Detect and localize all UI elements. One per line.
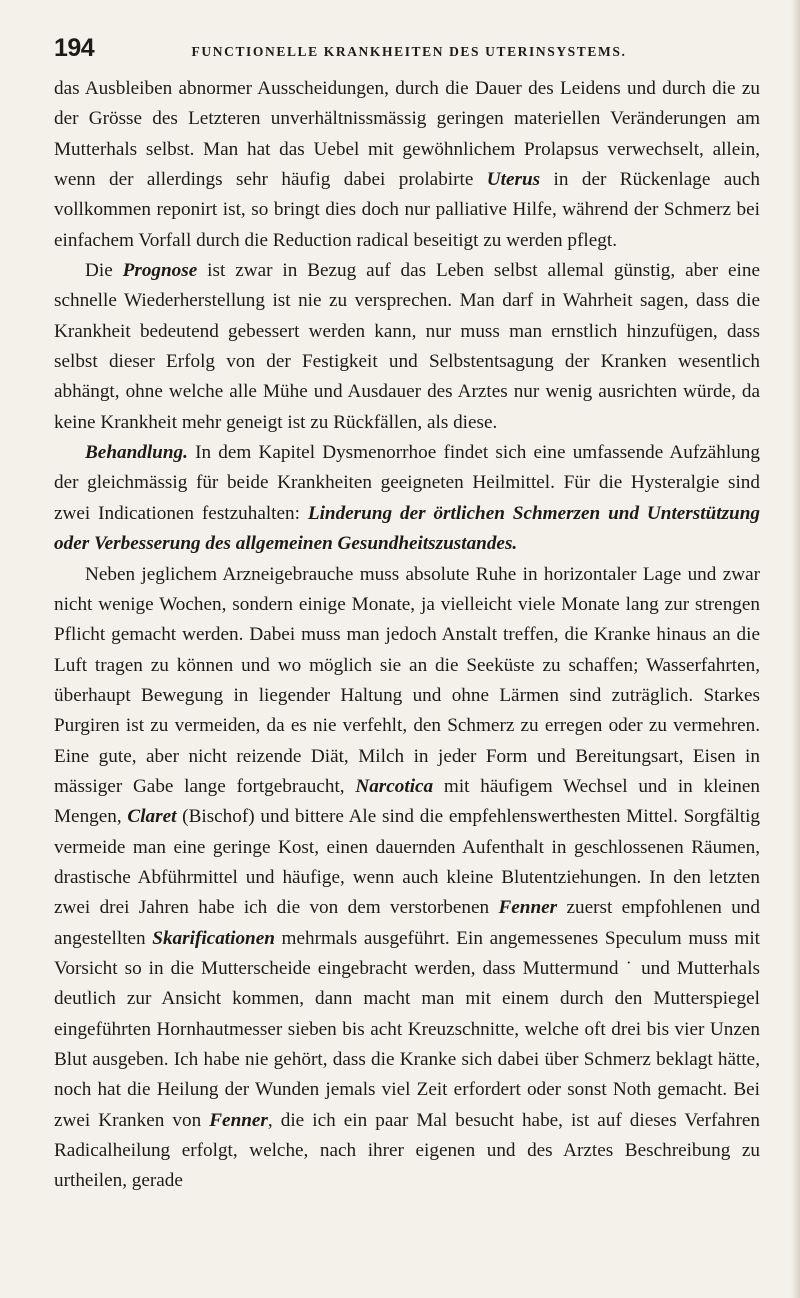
emphasized-term: Skarificationen xyxy=(152,927,275,949)
text-run: mit häufigem Wechsel und in kleinen Mengen, xyxy=(54,775,760,828)
text-run: zuerst empfohlenen und angestellten xyxy=(54,897,760,949)
emphasized-term: Prognose xyxy=(122,260,198,282)
emphasized-term: Fenner xyxy=(498,897,558,919)
emphasized-term: Narcotica xyxy=(355,775,434,797)
text-run: mehrmals ausgeführt. Ein angemessenes Speculum muss mit Vorsicht so in die Mutterscheide eingebracht werden, dass Muttermund ˙ und Mutterhals deutlich zur Ansicht kommen, dann macht man mit einem durch den Mutterspiegel eingeführten Hornhautmesser sieben bis acht Kreuzschnitte, welche oft drei bis vier Unzen Blut ausgeben. Ich habe nie gehört, dass die Kranke sich dabei über Schmerz beklagt hätte, noch hat die Heilung der Wunden jemals viel Zeit erfordert oder sonst Noth gemacht. Bei zwei Kranken von xyxy=(54,927,761,1131)
body-text xyxy=(54,74,760,1197)
emphasized-term: Uterus xyxy=(486,169,541,191)
text-run: Die xyxy=(85,260,123,282)
page-number: 194 xyxy=(54,34,95,62)
text-run: Neben jeglichem Arzneigebrauche muss absolute Ruhe in horizontaler Lage und zwar nicht wenige Wochen, sondern einige Monate, ja vielleicht viele Monate lang zur strengen Pflicht gemacht werden. Dabei muss man jedoch Anstalt treffen, die Kranke hinaus an die Luft tragen zu können und wo möglich sie an die Seeküste zu schaffen; Wasserfahrten, überhaupt Bewegung in liegender Haltung und ohne Lärmen sind zuträglich. Starkes Purgiren ist zu vermeiden, da es nie verfehlt, den Schmerz zu erregen oder zu vermehren. Eine gute, aber nicht reizende Diät, Milch in jeder Form und Bereitungsart, Eisen in mässiger Gabe lange fortgebraucht, xyxy=(54,563,760,797)
paragraph xyxy=(54,438,760,559)
emphasized-term: Linderung der örtlichen Schmerzen und Unterstützung oder Verbesserung des allgemeinen Gesundheitszustandes. xyxy=(54,502,760,555)
text-run: ist zwar in Bezug auf das Leben selbst allemal günstig, aber eine schnelle Wiederherstellung ist nie zu versprechen. Man darf in Wahrheit sagen, dass die Krankheit bedeutend gebessert werden kann, nur muss man ernstlich hinzufügen, dass selbst dieser Erfolg von der Festigkeit und Selbstentsagung der Kranken wesentlich abhängt, ohne welche alle Mühe und Ausdauer des Arztes nur wenig ausrichten würde, da keine Krankheit mehr geneigt ist zu Rückfällen, als diese. xyxy=(54,260,760,433)
text-run: das Ausbleiben abnormer Ausscheidungen, durch die Dauer des Leidens und durch die zu der Grösse des Letzteren unverhältnissmässig geringen materiellen Veränderungen am Mutterhals selbst. Man hat das Uebel mit gewöhnlichem Prolapsus verwechselt, allein, wenn der allerdings sehr häufig dabei prolabirte xyxy=(54,78,760,191)
emphasized-term: Fenner xyxy=(209,1109,268,1131)
text-run: , die ich ein paar Mal besucht habe, ist auf dieses Verfahren Radicalheilung erfolgt, welche, nach ihrer eigenen und des Arztes Beschreibung zu urtheilen, gerade xyxy=(54,1109,761,1192)
paragraph xyxy=(54,74,760,256)
emphasized-term: Claret xyxy=(127,806,177,828)
paragraph xyxy=(54,256,760,438)
text-run: in der Rückenlage auch vollkommen reponirt ist, so bringt dies doch nur palliative Hilfe, während der Schmerz bei einfachem Vorfall durch die Reduction radical beseitigt zu werden pflegt. xyxy=(54,169,760,251)
paragraph xyxy=(54,560,760,1197)
emphasized-term: Behandlung. xyxy=(85,442,188,464)
page-edge-shadow xyxy=(791,0,800,1298)
running-title: FUNCTIONELLE KRANKHEITEN DES UTERINSYSTEMS. xyxy=(191,44,627,59)
page-header xyxy=(54,34,760,60)
text-run: (Bischof) und bittere Ale sind die empfehlenswerthesten Mittel. Sorgfältig vermeide man eine geringe Kost, einen dauernden Aufenthalt in geschlossenen Räumen, drastische Abführmittel und häufige, wenn auch kleine Blutentziehungen. In den letzten zwei drei Jahren habe ich die von dem verstorbenen xyxy=(54,806,760,919)
text-run: In dem Kapitel Dysmenorrhoe findet sich eine umfassende Aufzählung der gleichmässig für beide Krankheiten geeigneten Heilmittel. Für die Hysteralgie sind zwei Indicationen festzuhalten: xyxy=(54,442,760,524)
